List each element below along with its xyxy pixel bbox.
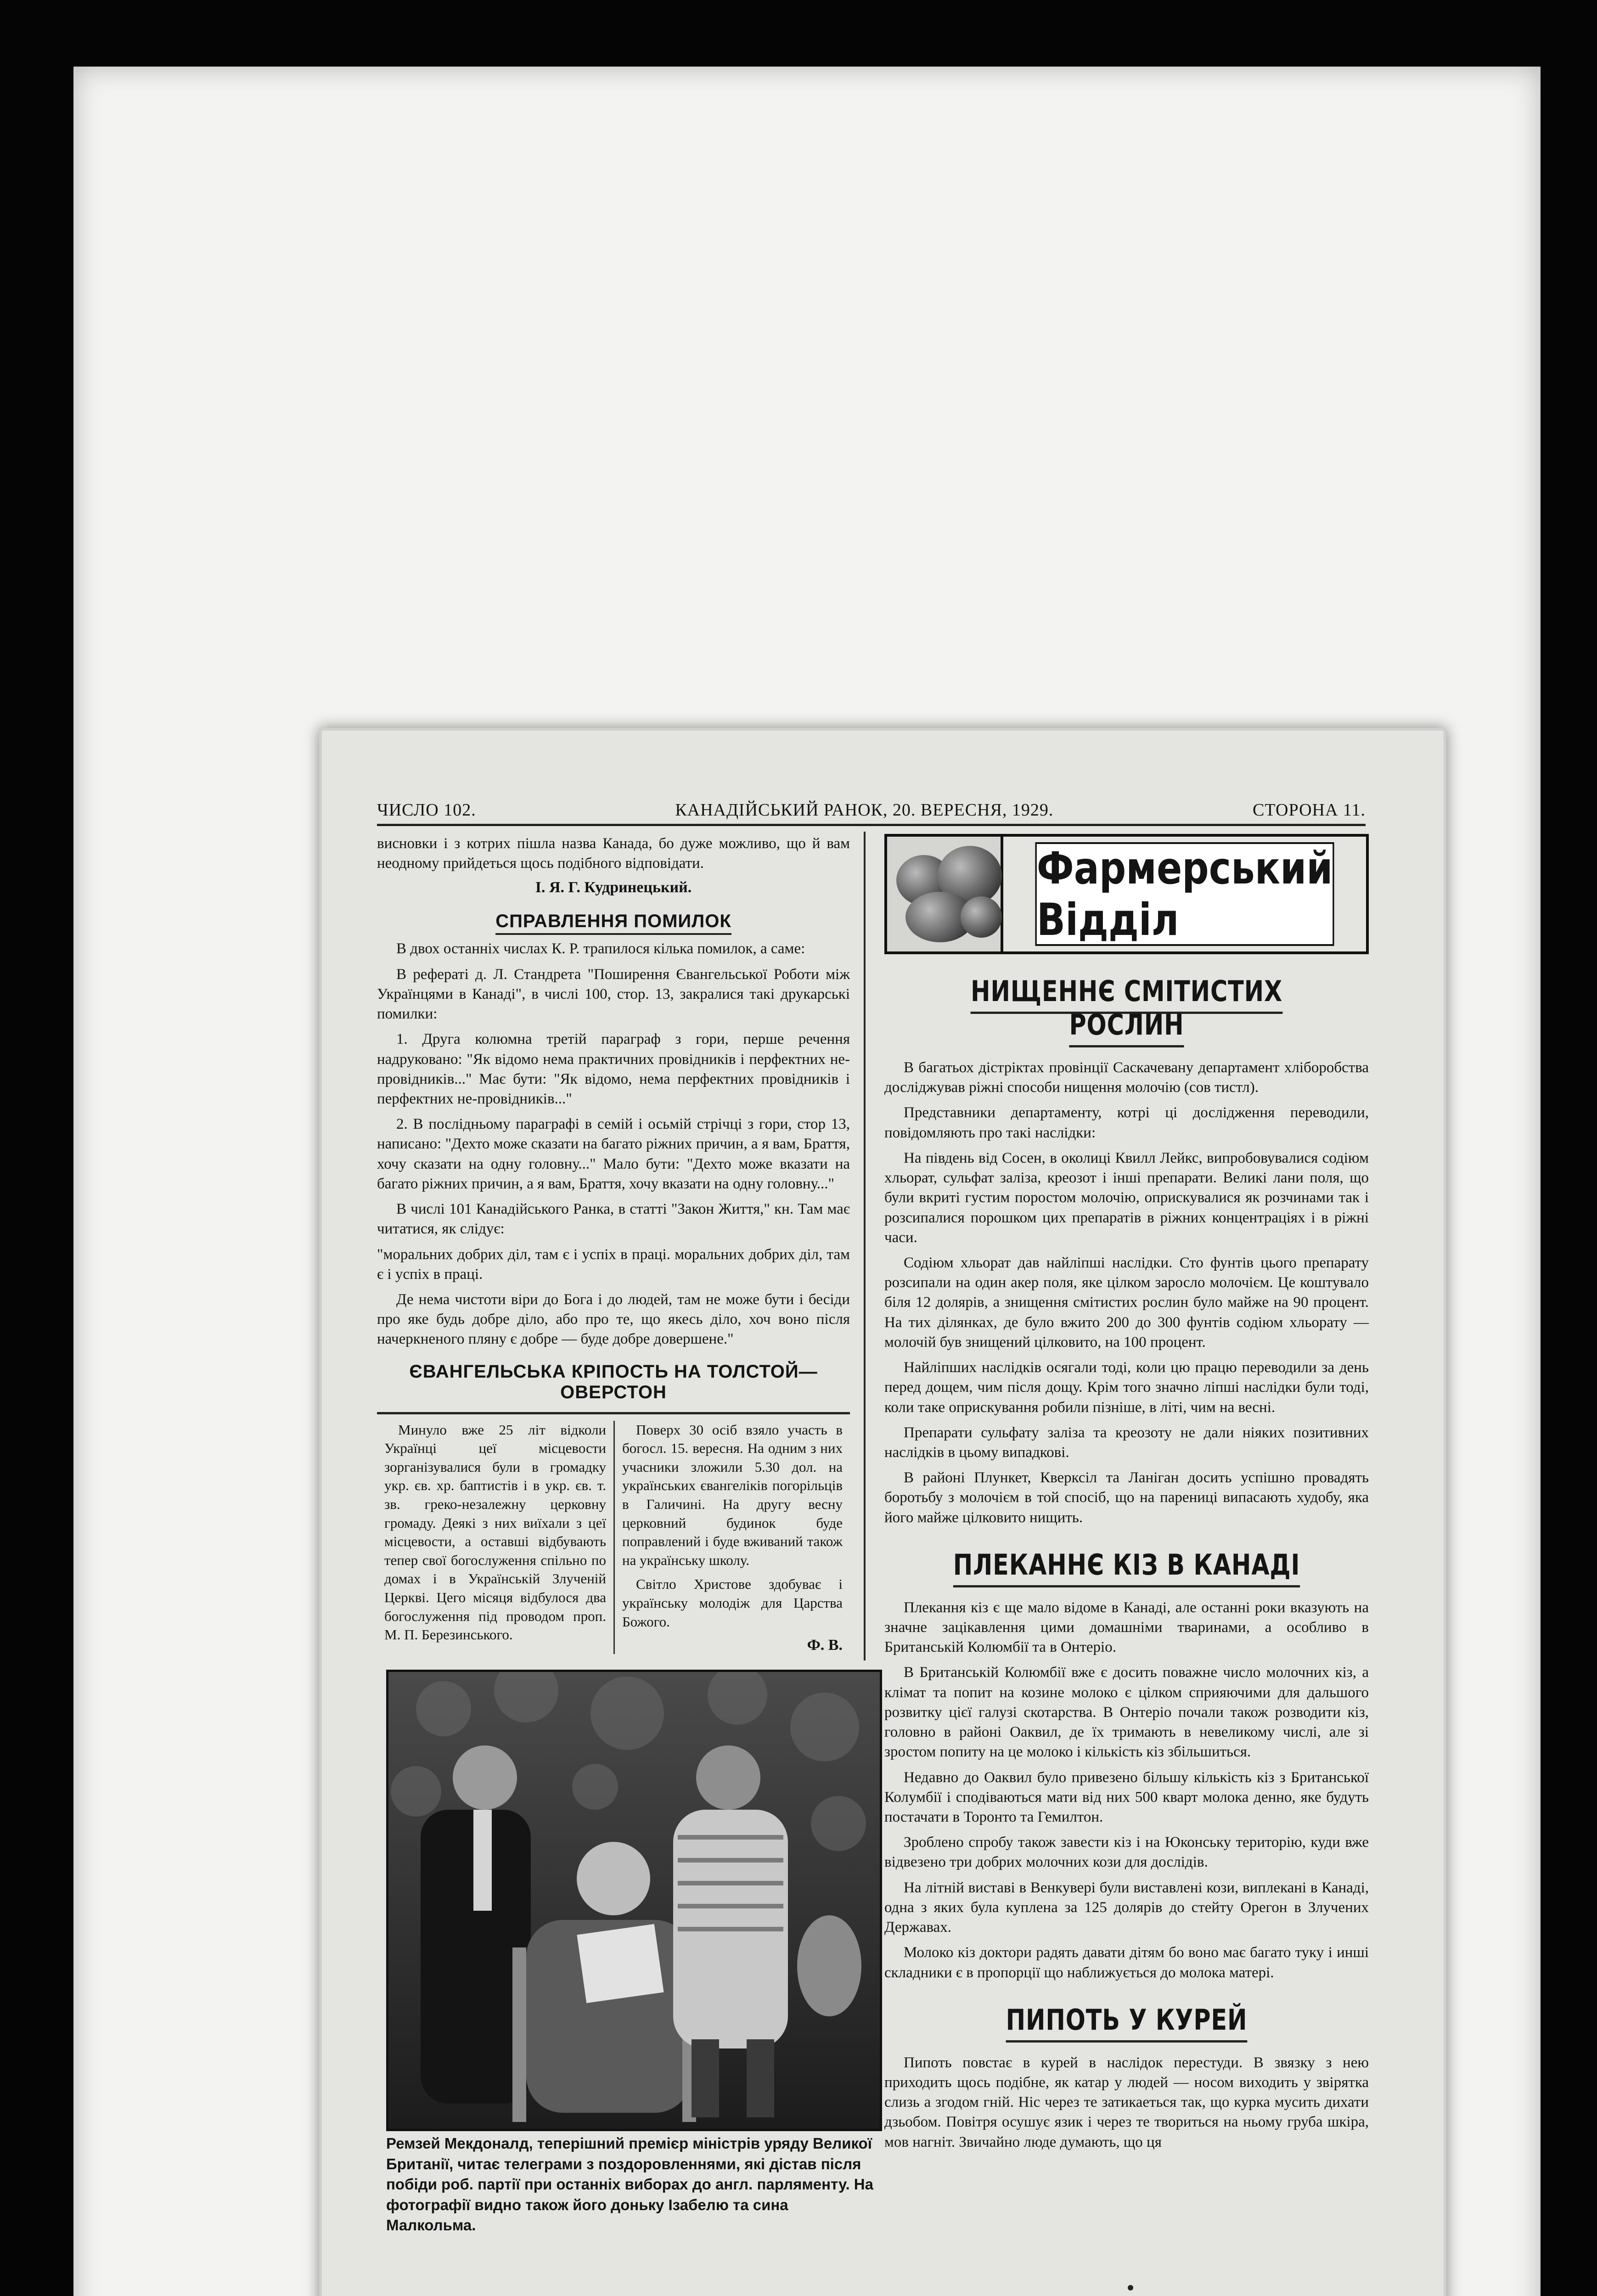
- goats-paragraph: Недавно до Оаквил було привезено більшу кількість кіз з Британської Колумбії і сподіваються мати від них 500 кварт молока денно, яке будуть постачати в Торонто та Гемилтон.: [884, 1769, 1369, 1825]
- corrections-title: СПРАВЛЕННЯ ПОМИЛОК: [377, 911, 850, 932]
- page-dot: [1128, 2285, 1133, 2290]
- corrections-paragraph: В рефераті д. Л. Стандрета "Поширення Євангельської Роботи між Українцями в Канаді", в числі 100, стор. 13, закралися такі друкарські помилки:: [377, 966, 850, 1023]
- page-number: СТОРОНА 11.: [1252, 800, 1366, 820]
- corrections-paragraph: Де нема чистоти віри до Бога і до людей, там не може бути і бесіди про яке будь добре діло, або про те, що якесь діло, хоч воно після начеркненого пляну є добре — буде добре довершене.": [377, 1291, 850, 1348]
- corrections-paragraph: В двох останніх числах К. Р. трапилося кілька помилок, а саме:: [396, 940, 805, 957]
- issue-number: ЧИСЛО 102.: [377, 800, 476, 820]
- corrections-paragraph: В числі 101 Канадійського Ранка, в статті "Закон Життя," кн. Там має читатися, як слідує:: [377, 1201, 850, 1238]
- weeds-paragraph: Содіюм хльорат дав найліпші наслідки. Сто фунтів цього препарату розсипали на один акер поля, яке цілком заросло молочієм. Це коштувало біля 12 долярів, а знищення смітистих рослин було майже на 90 процент. На тих ділянках, де було вжито 200 до 300 фунтів содіюм хльорату — молочій був знищений цілковито, на 100 процент.: [884, 1254, 1369, 1351]
- corrections-paragraph: 1. Друга колюмна третій параграф з гори, перше речення надруковано: "Як відомо нема практичних провідників і перфектних не-провідників..." Має бути: "Як відомо, нема перфектних провідників і перфектних не-провідників...": [377, 1031, 850, 1107]
- page-header: [377, 788, 1366, 826]
- goats-title: ПЛЕКАННЄ КІЗ В КАНАДІ: [928, 1548, 1325, 1581]
- fortress-title: ЄВАНГЕЛЬСЬКА КРІПОСТЬ НА ТОЛСТОЙ—ОВЕРСТОН: [409, 1361, 818, 1402]
- masthead: КАНАДІЙСЬКИЙ РАНОК, 20. ВЕРЕСНЯ, 1929.: [675, 800, 1054, 820]
- weeds-title: НИЩЕННЄ СМІТИСТИХ РОСЛИН: [928, 974, 1325, 1041]
- fortress-text: Світло Христове здобуває і українську молодіж для Царства Божого.: [622, 1576, 843, 1630]
- weeds-paragraph: В районі Плункет, Кверксіл та Ланіган досить успішно провадять боротьбу з молочієм в той спосіб, що на парениці випасають худобу, яка його майже цілковито нищить.: [884, 1469, 1369, 1526]
- weeds-paragraph: На південь від Сосен, в околиці Квилл Лейкс, випробовувалися содіюм хльорат, сульфат заліза, креозот і інші препарати. Великі лани поля, що були вкриті густим поростом молочію, оприскувалися як розчинами так і розсипалися порошком цих препаратів в ріжних концентраціях і в ріжні часи.: [884, 1149, 1369, 1246]
- vegetables-illustration: [887, 837, 1003, 951]
- fortress-subcolumn-2: [613, 1421, 850, 1654]
- fortress-text: Минуло вже 25 літ відколи Українці цеї місцевости зорганізувалися були в громадку укр. єв. хр. баптистів і в укр. єв. т. зв. греко-незалежну церковну громаду. Деякі з них виїхали з цеї місцевости, а оставші відбувають тепер свої богослуження спільно по домах і в Українській Злученій Церкві. Цего місяця відбулося два богослуження під проводом проп. М. П. Березинського.: [384, 1421, 606, 1643]
- goats-paragraph: В Британській Колюмбії вже є досить поважне число молочних кіз, а клімат та попит на козине молоко є цілком сприяючими для дальшого розвитку цієї галузі скотарства. В Онтеріо почали також розводити кіз, головно в районі Оаквил, де їх тримають в невеликому числі, але зі зростом попиту на це молоко і кількість кіз збільшиться.: [884, 1664, 1369, 1761]
- photo-caption: Ремзей Мекдоналд, теперішний премієр міністрів уряду Великої Британії, читає телеграми з поздоровленнями, які дістав після побіди роб. партії при останніх виборах до англ. парляменту. На фотографії видно також його доньку Ізабелю та сина Малкольма.: [386, 2135, 873, 2234]
- corrections-paragraph: 2. В послідньому параграфі в семій і осьмій стрічці з гори, стор 13, написано: "Дехто може сказати на багато ріжних причин, а я вам, Браття, хочу сказати на одну головну..." Мало бути: "Дехто може вказати на багато ріжних причин, а я вам, Браття, хочу вказати на одну головну...": [377, 1116, 850, 1192]
- weeds-paragraph: Препарати сульфату заліза та креозоту не дали ніяких позитивних наслідків в цьому випадкові.: [884, 1424, 1369, 1461]
- fortress-rule: [377, 1412, 850, 1414]
- farmer-section-banner: [884, 834, 1369, 954]
- intro-signature: І. Я. Г. Кудринецький.: [535, 879, 692, 896]
- corrections-paragraph: "моральних добрих діл, там є і успіх в праці. моральних добрих діл, там є і успіх в праці.: [377, 1246, 850, 1283]
- photo-illustration: [388, 1672, 880, 2129]
- column-divider: [864, 832, 866, 1660]
- farmer-section-title: Фармерський Відділ: [1035, 842, 1334, 946]
- pip-title: ПИПОТЬ У КУРЕЙ: [928, 2003, 1325, 2037]
- goats-paragraph: Молоко кіз доктори радять давати дітям бо воно має багато туку і инші складники є в пропорції що наближується до молока матері.: [884, 1944, 1369, 1981]
- left-column: [377, 834, 850, 1654]
- weeds-paragraph: Найліпших наслідків осягали тоді, коли цю працю переводили за день перед дощем, чим після дощу. Крім того значно ліпші наслідки були тоді, коли таке оприскування робили пізніше, в літі, чим на весні.: [884, 1359, 1369, 1416]
- fortress-initials: Ф. В.: [807, 1637, 843, 1654]
- intro-text: висновки і з котрих пішла назва Канада, бо дуже можливо, що й вам неодному прийдеться щось подібного відповідати.: [377, 835, 850, 872]
- pip-paragraph: Пипоть повстає в курей в наслідок перестуди. В звязку з нею приходить щось подібне, як катар у людей — носом виходить у звірятка слизь а згодом гній. Ніс через те затикаеться так, що курка мусить дихати дзьобом. Повітря осушує язик і через те твориться на ньому груба шкіра, мов нагніт. Звичайно люде думають, що ця: [884, 2054, 1369, 2150]
- fortress-subcolumn-1: [377, 1421, 613, 1654]
- right-column: [884, 834, 1369, 2158]
- goats-paragraph: Зроблено спробу також завести кіз і на Юконську територію, куди вже відвезено три добрих молочних кози для дослідів.: [884, 1834, 1369, 1871]
- goats-paragraph: Плекання кіз є ще мало відоме в Канаді, але останні роки вказують на значне зацікавлення цими домашніми тваринами, а особливо в Британській Колюмбії та в Онтеріо.: [884, 1599, 1369, 1656]
- microfilm-frame: [73, 67, 1541, 2296]
- fortress-text: Поверх 30 осіб взяло участь в богосл. 15. вересня. На одним з них учасники зложили 5.30 дол. на українських євангеліків погорільців в Галичині. На другу весну церковний будинок буде поправлений і буде вживаний також на українську школу.: [622, 1421, 843, 1568]
- newspaper-page: [319, 728, 1446, 2296]
- weeds-paragraph: Представники департаменту, котрі ці дослідження переводили, повідомляють про такі наслідки:: [884, 1104, 1369, 1141]
- news-photo: [386, 1670, 882, 2131]
- weeds-paragraph: В багатьох дістріктах провінції Саскачевану департамент хліборобства досліджував ріжні способи нищення молочію (сов тистл).: [884, 1059, 1369, 1096]
- goats-paragraph: На літній виставі в Венкувері були виставлені кози, виплекані в Канаді, одна з яких була куплена за 125 долярів до стейту Орегон в Злучених Державах.: [884, 1879, 1369, 1936]
- fortress-article: [377, 1421, 850, 1654]
